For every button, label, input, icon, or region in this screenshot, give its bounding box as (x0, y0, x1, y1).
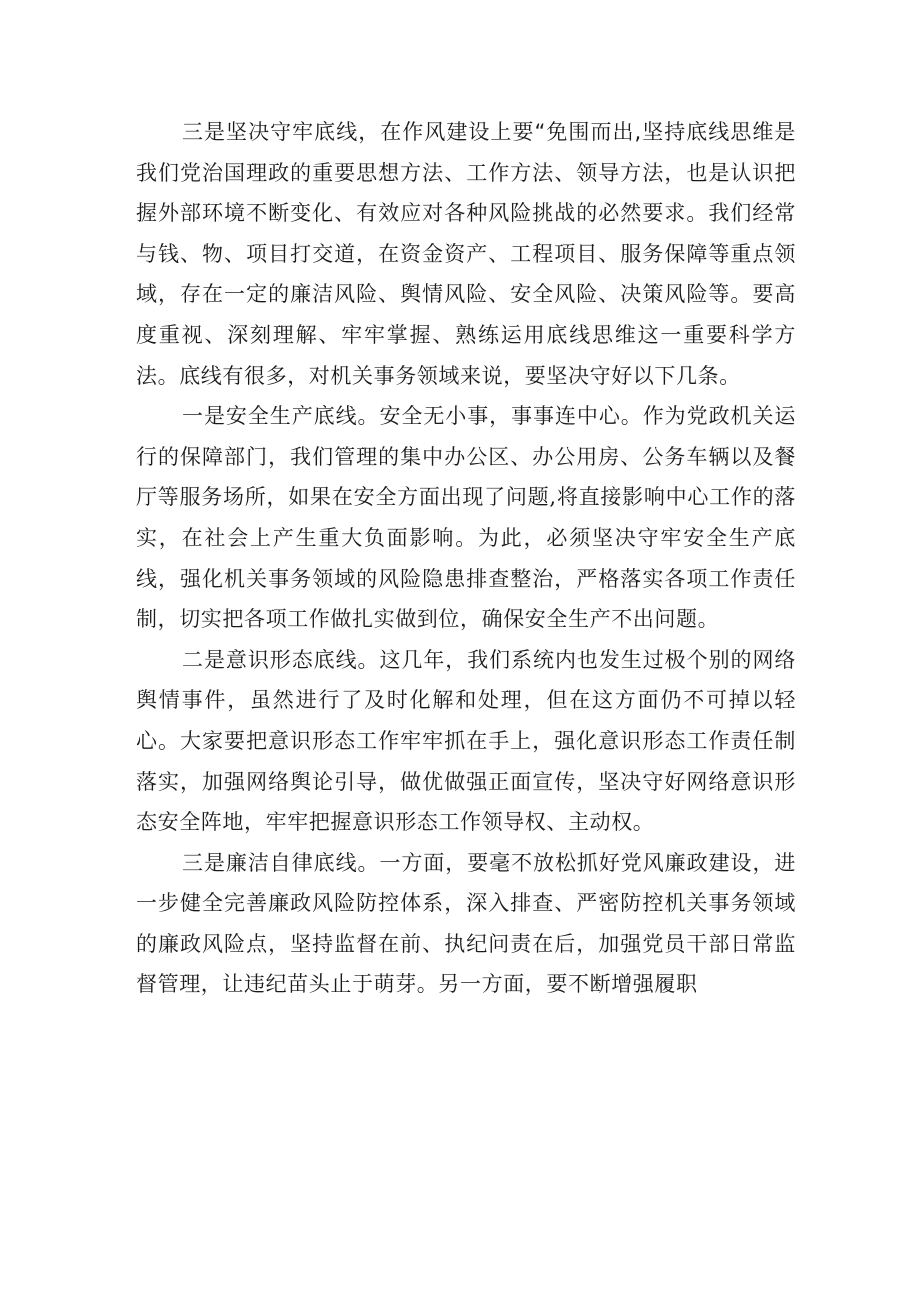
paragraph-safety-bottom-line: 一是安全生产底线。安全无小事，事事连中心。作为党政机关运行的保障部门，我们管理的集中办公区、办公用房、公务车辆以及餐厅等服务场所，如果在安全方面出现了问题,将直接影响中心工作的落实，在社会上产生重大负面影响。为此，必须坚决守牢安全生产底线，强化机关事务领域的风险隐患排查整治，严格落实各项工作责任制，切实把各项工作做扎实做到位，确保安全生产不出问题。 (136, 404, 796, 632)
paragraph-bottom-line-intro: 三是坚决守牢底线，在作风建设上要“免围而出,坚持底线思维是我们党治国理政的重要思想方法、工作方法、领导方法，也是认识把握外部环境不断变化、有效应对各种风险挑战的必然要求。我们经常与钱、物、项目打交道，在资金资产、工程项目、服务保障等重点领域，存在一定的廉洁风险、舆情风险、安全风险、决策风险等。要高度重视、深刻理解、牢牢掌握、熟练运用底线思维这一重要科学方法。底线有很多，对机关事务领域来说，要坚决守好以下几条。 (136, 120, 796, 388)
paragraph-ideology-bottom-line: 二是意识形态底线。这几年，我们系统内也发生过极个别的网络舆情事件，虽然进行了及时化解和处理，但在这方面仍不可掉以轻心。大家要把意识形态工作牢牢抓在手上，强化意识形态工作责任制落实，加强网络舆论引导，做优做强正面宣传，坚决守好网络意识形态安全阵地，牢牢把握意识形态工作领导权、主动权。 (136, 647, 796, 835)
paragraph-integrity-bottom-line: 三是廉洁自律底线。一方面，要毫不放松抓好党风廉政建设，进一步健全完善廉政风险防控体系，深入排查、严密防控机关事务领域的廉政风险点，坚持监督在前、执纪问责在后，加强党员干部日常监督管理，让违纪苗头止于萌芽。另一方面，要不断增强履职 (136, 850, 796, 997)
document-body (136, 112, 796, 1005)
